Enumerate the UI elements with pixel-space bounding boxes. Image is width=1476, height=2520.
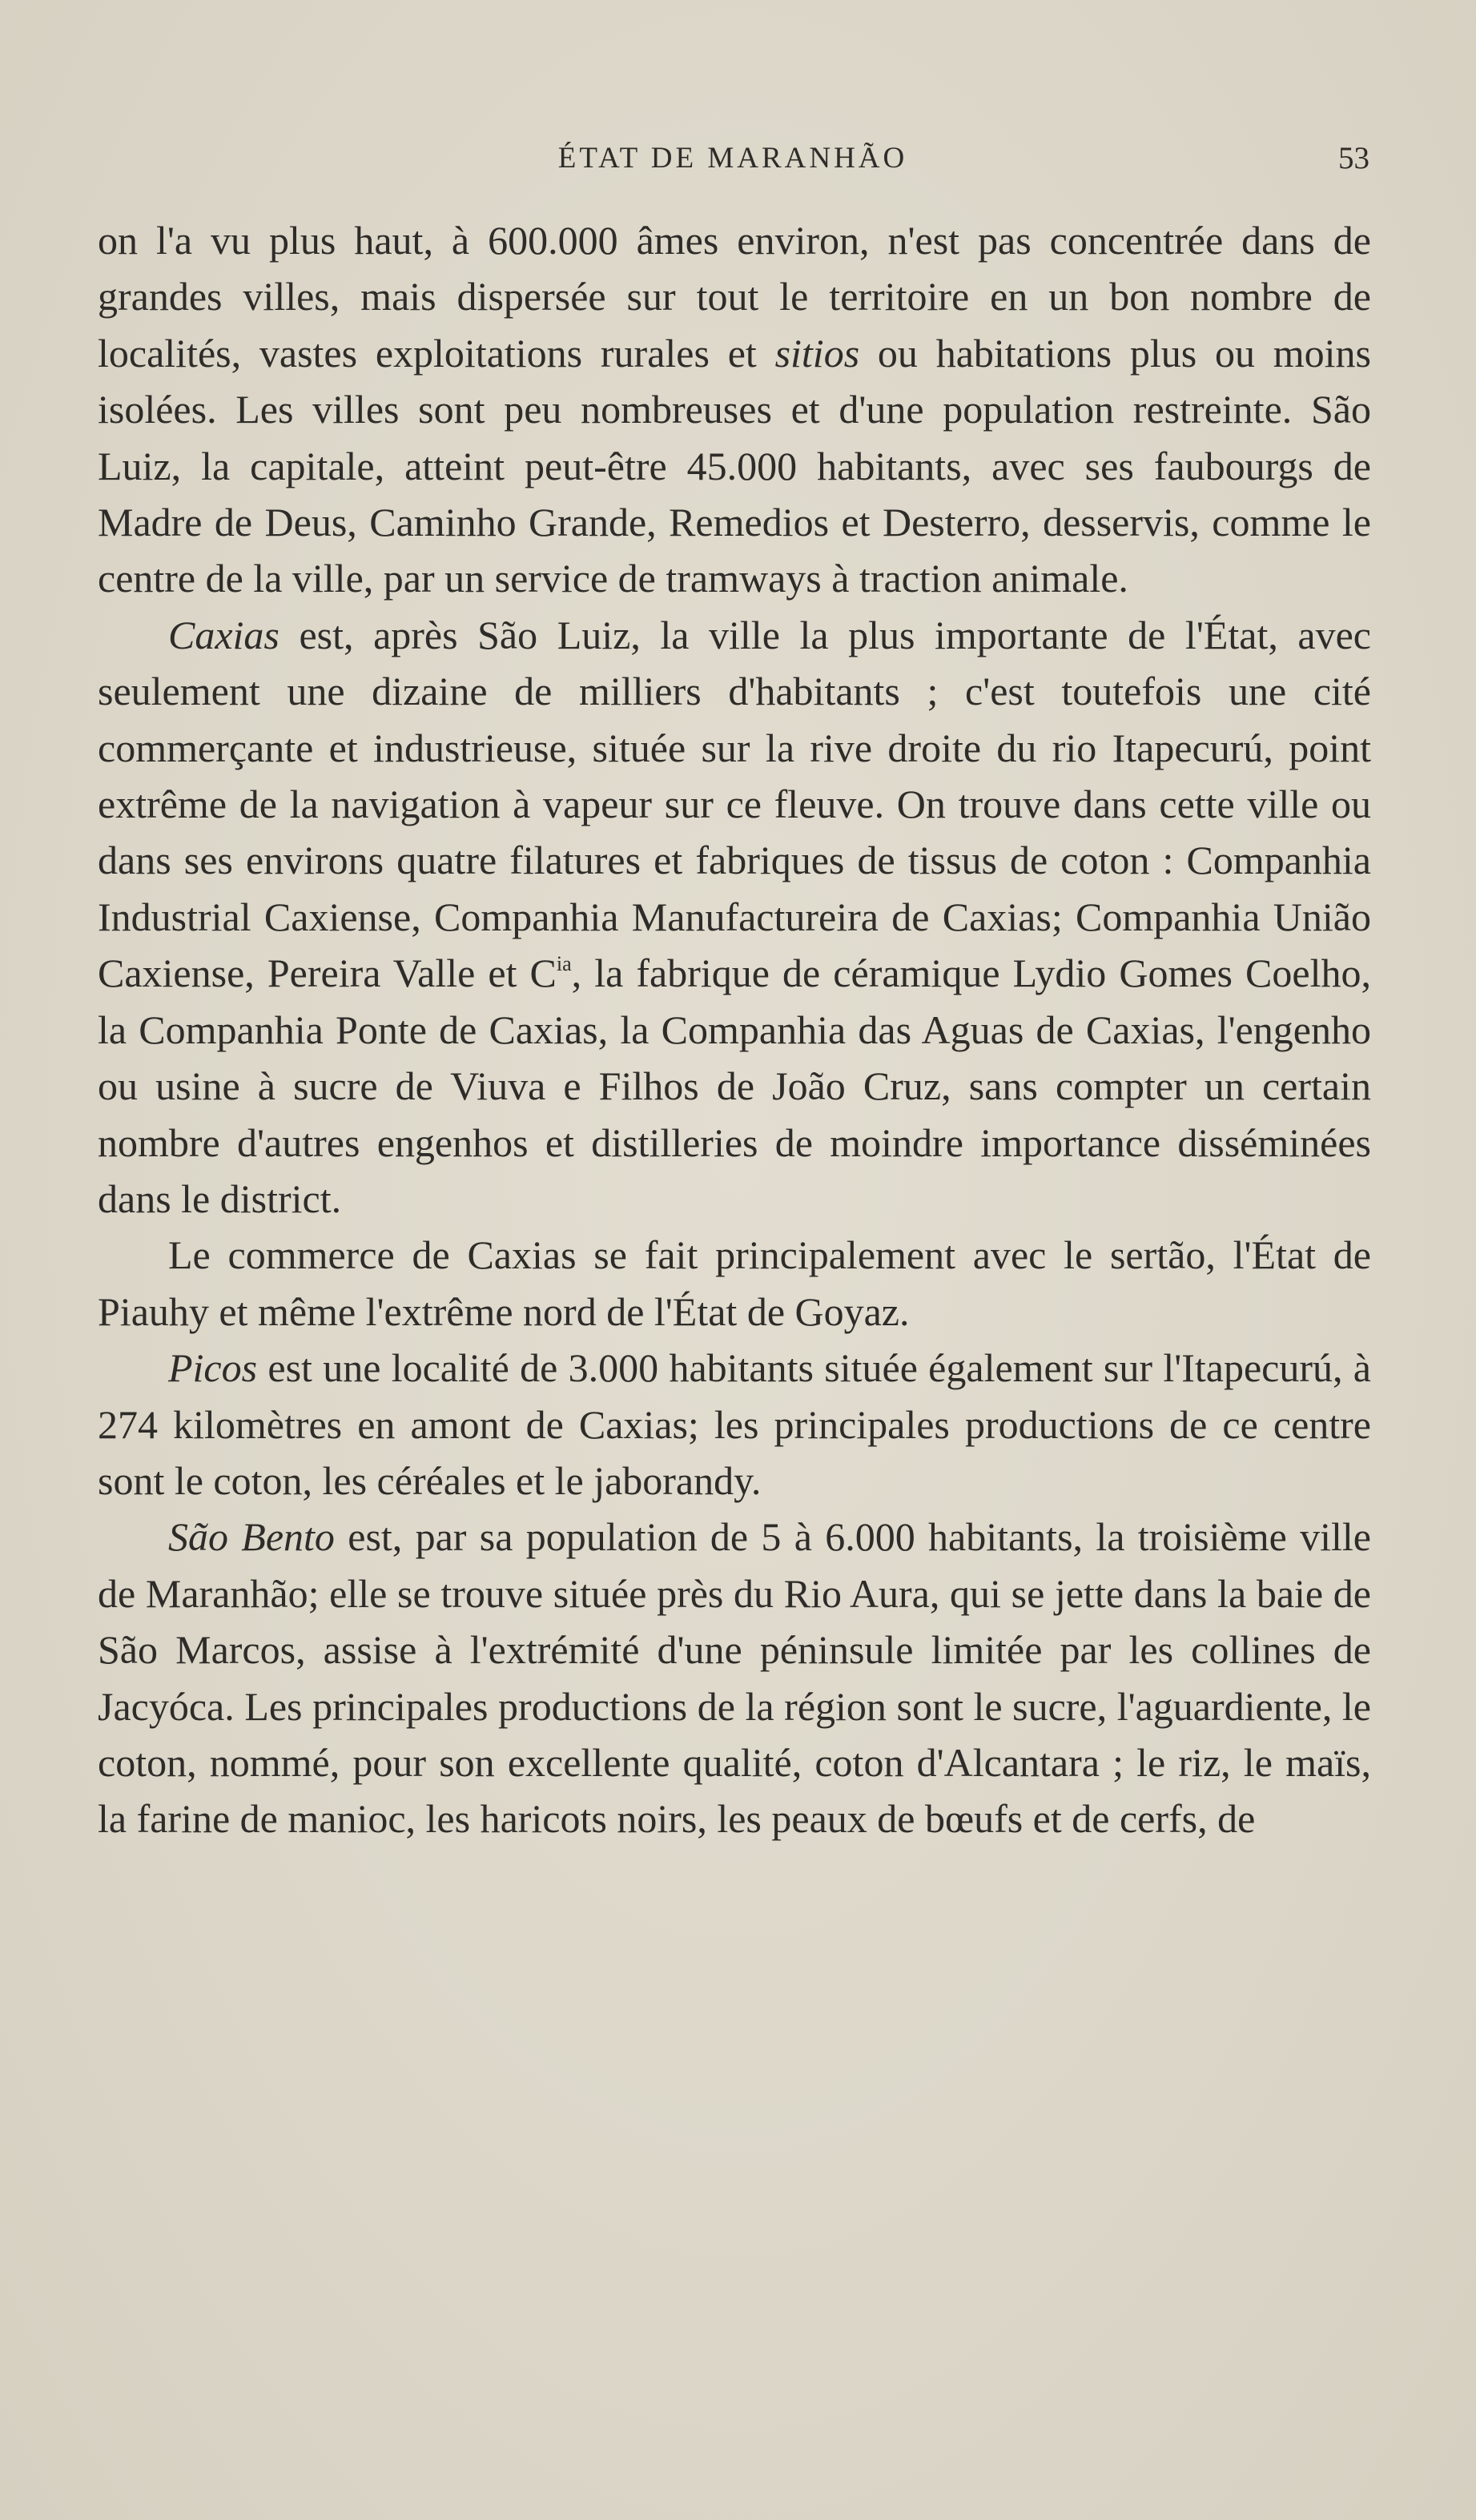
paragraph-2-place-name: Caxias <box>168 612 280 657</box>
paragraph-1 <box>98 212 1371 607</box>
paragraph-5-text: est, par sa population de 5 à 6.000 habitants, la troisième ville de Maranhão; elle se trouve située près du Rio Aura, qui se jette dans la baie de São Marcos, assise à l'extrémité d'une péninsule limitée par les collines de Jacyóca. Les principales productions de la région sont le sucre, l'aguardiente, le coton, nommé, pour son excellente qualité, coton d'Alcantara ; le riz, le maïs, la farine de manioc, les haricots noirs, les peaux de bœufs et de cerfs, de <box>98 1514 1371 1842</box>
paragraph-5-place-name: São Bento <box>168 1514 335 1560</box>
paragraph-2-superscript: ia <box>556 952 572 976</box>
paragraph-1-emphasis: sitios <box>774 330 860 376</box>
paragraph-4-text: est une localité de 3.000 habitants située également sur l'Itapecurú, à 274 kilomètres en amont de Caxias; les principales productions de ce centre sont le coton, les céréales et le jaborandy. <box>98 1345 1371 1503</box>
paragraph-3: Le commerce de Caxias se fait principalement avec le sertão, l'État de Piauhy et même l'extrême nord de l'État de Goyaz. <box>98 1232 1371 1334</box>
page-number: 53 <box>1338 141 1369 175</box>
paragraph-1-text-b: ou habitations plus ou moins isolées. Les villes sont peu nombreuses et d'une population restreinte. São Luiz, la capitale, atteint peut-être 45.000 habitants, avec ses faubourgs de Madre de Deus, Caminho Grande, Remedios et Desterro, desservis, comme le centre de la ville, par un service de tramways à traction animale. <box>98 330 1372 601</box>
page-header <box>96 135 1369 183</box>
paragraph-2-text-a: est, après São Luiz, la ville la plus importante de l'État, avec seulement une dizaine de milliers d'habitants ; c'est toutefois une cité commerçante et industrieuse, située sur la rive droite du rio Itapecurú, point extrême de la navigation à vapeur sur ce fleuve. On trouve dans cette ville ou dans ses environs quatre filatures et fabriques de tissus de coton : Companhia Industrial Caxiense, Companhia Manufactureira de Caxias; Companhia União Caxiense, Pereira Valle et C <box>98 612 1371 996</box>
paragraph-4 <box>98 1340 1371 1509</box>
paragraph-2 <box>98 607 1371 1227</box>
paragraph-5 <box>98 1509 1371 1847</box>
paragraph-1-text-a: on l'a vu plus haut, à 600.000 âmes environ, n'est pas concentrée dans de grandes villes, mais dispersée sur tout le territoire en un bon nombre de localités, vastes exploitations rurales et <box>98 218 1371 376</box>
paragraph-2-text-b: , la fabrique de céramique Lydio Gomes Coelho, la Companhia Ponte de Caxias, la Companhia das Aguas de Caxias, l'engenho ou usine à sucre de Viuva e Filhos de João Cruz, sans compter un certain nombre d'autres engenhos et distilleries de moindre importance disséminées dans le district. <box>98 951 1371 1221</box>
paragraph-4-place-name: Picos <box>168 1345 258 1391</box>
running-title: ÉTAT DE MARANHÃO <box>557 142 908 175</box>
body-text <box>98 212 1371 1847</box>
